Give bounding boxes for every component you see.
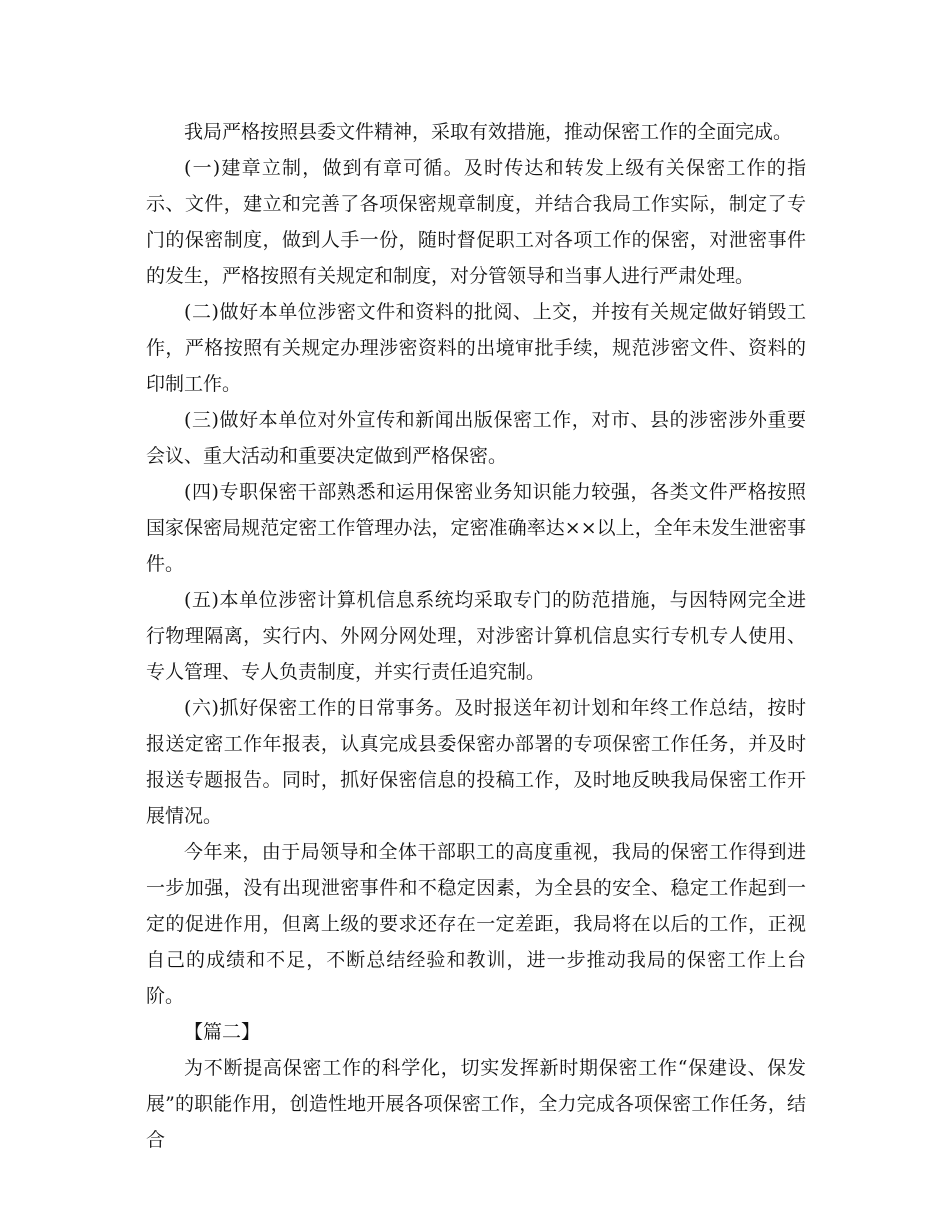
paragraph-summary: 今年来，由于局领导和全体干部职工的高度重视，我局的保密工作得到进一步加强，没有出现泄密事件和不稳定因素，为全县的安全、稳定工作起到一定的促进作用，但离上级的要求还存在一定差距，我局将在以后的工作，正视自己的成绩和不足，不断总结经验和教训，进一步推动我局的保密工作上台阶。 — [146, 841, 806, 1007]
paragraph-item-5: (五)本单位涉密计算机信息系统均采取专门的防范措施，与因特网完全进行物理隔离，实行内、外网分网处理，对涉密计算机信息实行专机专人使用、专人管理、专人负责制度，并实行责任追究制。 — [146, 589, 806, 683]
paragraph-item-3: (三)做好本单位对外宣传和新闻出版保密工作，对市、县的涉密涉外重要会议、重大活动和重要决定做到严格保密。 — [146, 409, 806, 467]
paragraph-intro: 我局严格按照县委文件精神，采取有效措施，推动保密工作的全面完成。 — [184, 121, 793, 143]
paragraph-item-2: (二)做好本单位涉密文件和资料的批阅、上交，并按有关规定做好销毁工作，严格按照有关规定办理涉密资料的出境审批手续，规范涉密文件、资料的印制工作。 — [146, 301, 806, 395]
paragraph-section-2-intro: 为不断提高保密工作的科学化，切实发挥新时期保密工作“保建设、保发展”的职能作用，创造性地开展各项保密工作，全力完成各项保密工作任务，结合 — [146, 1057, 806, 1151]
section-heading: 【篇二】 — [184, 1021, 261, 1043]
paragraph-item-4: (四)专职保密干部熟悉和运用保密业务知识能力较强，各类文件严格按照国家保密局规范定密工作管理办法，定密准确率达××以上，全年未发生泄密事件。 — [146, 481, 806, 575]
paragraph-item-1: (一)建章立制，做到有章可循。及时传达和转发上级有关保密工作的指示、文件，建立和完善了各项保密规章制度，并结合我局工作实际，制定了专门的保密制度，做到人手一份，随时督促职工对各项工作的保密，对泄密事件的发生，严格按照有关规定和制度，对分管领导和当事人进行严肃处理。 — [146, 157, 806, 287]
paragraph-item-6: (六)抓好保密工作的日常事务。及时报送年初计划和年终工作总结，按时报送定密工作年报表，认真完成县委保密办部署的专项保密工作任务，并及时报送专题报告。同时，抓好保密信息的投稿工作，及时地反映我局保密工作开展情况。 — [146, 697, 806, 827]
document-body — [146, 114, 806, 1158]
